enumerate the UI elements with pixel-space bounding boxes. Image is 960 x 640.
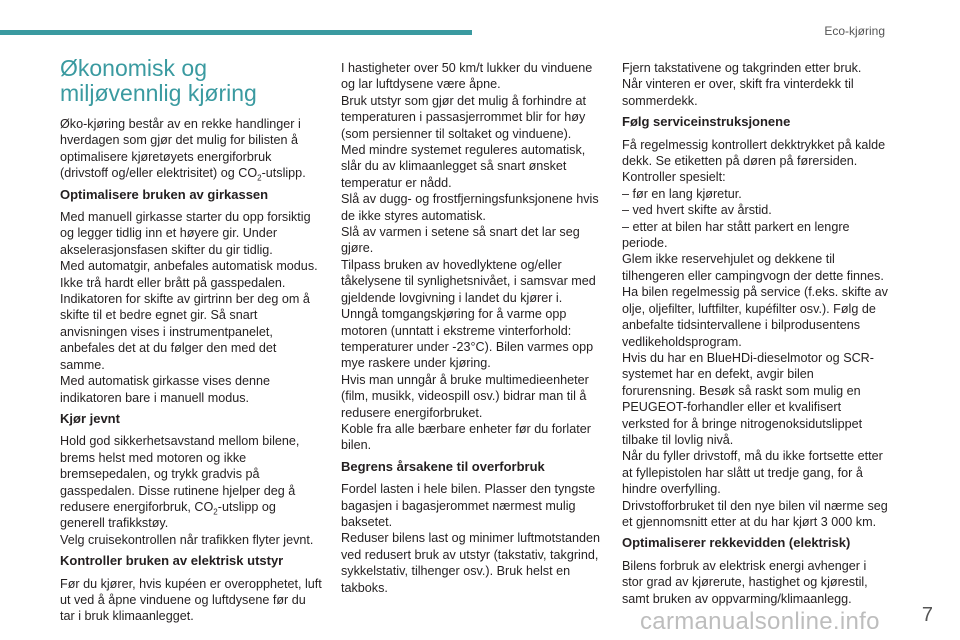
- paragraph-equipment-tips: I hastigheter over 50 km/t lukker du vinduene og lar luftdysene være åpne. Bruk utstyr som gjør det mulig å forhindre at temperaturen i passasjerrommet blir for høy (som persienner til soltaket og vinduene). Med mindre systemet reguleres automatisk, slår du av klimaanlegget så snart ønsket temperatur er nådd. Slå av dugg- og frostfjerningsfunksjonene hvis de ikke styres automatisk. Slå av varmen i setene så snart det lar seg gjøre. Tilpass bruken av hovedlyktene og/eller tåkelysene til synlighetsnivået, i samsvar med gjeldende lovgivning i landet du kjører i. Unngå tomgangskjøring for å varme opp motoren (unntatt i ekstreme vinterforhold: temperaturer under -23°C). Bilen varmes opp mye raskere under kjøring. Hvis man unngår å bruke multimedieenheter (film, musikk, videospill osv.) bidrar man til å redusere energiforbruket. Koble fra alle bærbare enheter før du forlater bilen.: [341, 61, 599, 453]
- column-2: [341, 60, 603, 596]
- watermark: carmanualsonline.info: [640, 608, 880, 635]
- column-3: [622, 60, 890, 607]
- heading-overconsumption: Begrens årsakene til overforbruk: [341, 458, 545, 474]
- heading-electric-range: Optimaliserer rekkevidden (elektrisk): [622, 535, 851, 551]
- paragraph-overconsumption: Fordel lasten i hele bilen. Plasser den tyngste bagasjen i bagasjerommet nærmest mulig baksetet. Reduser bilens last og minimer luftmotstanden ved redusert bruk av utstyr (takstativ, takgrind, sykkelstativ, tilhenger osv.). Bruk helst en takboks.: [341, 482, 600, 595]
- page-number: 7: [921, 604, 933, 626]
- heading-gearbox: Optimalisere bruken av girkassen: [60, 186, 269, 202]
- paragraph-roof-tyres: Fjern takstativene og takgrinden etter bruk. Når vinteren er over, skift fra vinterdekk til sommerdekk.: [622, 61, 862, 108]
- paragraph-drive-smoothly: Hold god sikkerhetsavstand mellom bilene, brems helst med motoren og ikke bremsepedalen, og trykk gradvis på gasspedalen. Disse rutinene hjelper deg å redusere energiforbruk, $CO_2$-utslipp og generell trafikkstøy. Velg cruisekontrollen når trafikken flyter jevnt.: [60, 434, 314, 547]
- section-header: Eco-kjøring: [824, 24, 885, 38]
- paragraph-service: Få regelmessig kontrollert dekktrykket på kalde dekk. Se etiketten på døren på førersiden. Kontroller spesielt: – før en lang kjøretur. – ved hvert skifte av årstid. – etter at bilen har stått parkert en lengre periode. Glem ikke reservehjulet og dekkene til tilhengeren eller campingvogn der dette finnes. Ha bilen regelmessig på service (f.eks. skifte av olje, oljefilter, luftfilter, kupéfilter osv.). Følg de anbefalte tidsintervallene i bilprodusentens vedlikeholdsprogram. Hvis du har en BlueHDi-dieselmotor og SCR-systemet har en defekt, avgir bilen forurensning. Besøk så raskt som mulig en PEUGEOT-forhandler eller et kvalifisert verksted for å bringe nitrogenoksidutslippet tilbake til lovlig nivå. Når du fyller drivstoff, må du ikke fortsette etter at fyllepistolen har slått ut tredje gang, for å hindre overfylling. Drivstofforbruket til den nye bilen vil nærme seg et gjennomsnitt etter at du har kjørt 3 000 km.: [622, 137, 888, 529]
- paragraph-electric-range: Bilens forbruk av elektrisk energi avhenger i stor grad av kjørerute, hastighet og kjørestil, samt bruken av oppvarming/klimaanlegg.: [622, 558, 868, 606]
- heading-drive-smoothly: Kjør jevnt: [60, 410, 120, 426]
- intro-paragraph: Øko-kjøring består av en rekke handlinger i hverdagen som gjør det mulig for bilisten å optimalisere kjøretøyets energiforbruk (drivstoff og/eller elektrisitet) og $CO_2$-utslipp.: [60, 117, 306, 183]
- column-1: [60, 56, 322, 625]
- paragraph-electrical-equipment: Før du kjører, hvis kupéen er overopphetet, luft ut ved å åpne vinduene og luftdysene før du tar i bruk klimaanlegget.: [60, 576, 322, 624]
- header-accent-bar: [0, 30, 472, 35]
- page-title: Økonomisk og miljøvennlig kjøring: [60, 55, 257, 106]
- heading-electrical-equipment: Kontroller bruken av elektrisk utstyr: [60, 553, 284, 569]
- paragraph-gearbox: Med manuell girkasse starter du opp forsiktig og legger tidlig inn et høyere gir. Under akselerasjonsfasen skifter du gir tidlig. Med automatgir, anbefales automatisk modus. Ikke trå hardt eller brått på gasspedalen. Indikatoren for skifte av girtrinn ber deg om å skifte til et bedre egnet gir. Så snart anvisningen vises i instrumentpanelet, anbefales det at du følger den med det samme. Med automatisk girkasse vises denne indikatoren bare i manuell modus.: [60, 210, 318, 405]
- heading-service: Følg serviceinstruksjonene: [622, 114, 791, 130]
